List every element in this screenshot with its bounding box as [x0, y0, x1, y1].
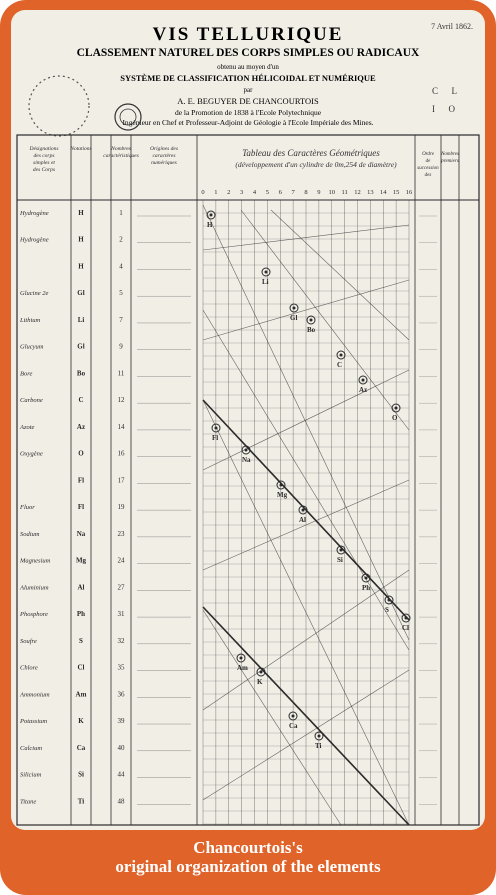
element-symbol: H — [78, 262, 84, 271]
element-label: Fl — [212, 434, 219, 442]
element-number: 48 — [117, 797, 125, 806]
element-number: 14 — [117, 422, 125, 431]
element-label: S — [385, 606, 389, 614]
element-name: Magnesium — [20, 557, 51, 565]
element-dot — [280, 484, 283, 487]
element-symbol: C — [78, 396, 84, 405]
element-label: H — [207, 221, 213, 229]
element-symbol: Ph — [76, 610, 86, 619]
element-symbol: Cl — [77, 663, 85, 672]
column-number: 0 — [201, 189, 205, 196]
column-number: 9 — [317, 189, 321, 196]
position-line: Ingénieur en Chef et Professeur-Adjoint de Géologie à l'Ecole Impériale des Mines. — [122, 118, 374, 127]
element-dot — [260, 671, 263, 674]
element-name: Potassium — [20, 718, 48, 726]
element-number: 9 — [119, 342, 123, 351]
promo-line: de la Promotion de 1838 à l'Ecole Polytechnique — [174, 108, 322, 117]
column-number: 14 — [380, 189, 387, 196]
column-number: 7 — [291, 189, 295, 196]
element-name: Glucyum — [20, 343, 44, 351]
right-header: Ordre de succession des — [417, 152, 439, 178]
column-number: 16 — [405, 189, 413, 196]
table-subtitle: (développement d'un cylindre de 0m,254 de diamètre) — [235, 160, 397, 169]
element-dot — [362, 379, 365, 382]
left-header: Origines des caractères numériques — [150, 146, 178, 166]
element-label: Na — [242, 456, 251, 464]
element-number: 40 — [117, 743, 125, 752]
element-number: 5 — [119, 289, 123, 298]
element-name: Phosphore — [20, 611, 48, 619]
element-symbol: Ti — [77, 797, 85, 806]
element-number: 23 — [117, 529, 125, 538]
par-line: par — [243, 86, 253, 94]
element-name: Glucine 2e — [20, 290, 49, 298]
obtenu-line: obtenu au moyen d'un — [217, 63, 279, 71]
element-label: Gl — [290, 314, 298, 322]
seal-icon — [115, 104, 141, 130]
side-letter: C — [431, 86, 438, 96]
element-dot — [302, 509, 305, 512]
element-number: 36 — [117, 690, 125, 699]
element-symbol: Li — [77, 315, 85, 324]
element-symbol: S — [79, 636, 83, 645]
element-number: 31 — [117, 610, 125, 619]
element-name: Azote — [20, 423, 35, 431]
element-symbol: Fl — [77, 503, 85, 512]
author-line: A. E. BEGUYER DE CHANCOURTOIS — [177, 96, 319, 106]
element-symbol: Si — [78, 770, 84, 779]
element-number: 16 — [117, 449, 125, 458]
table-grid — [17, 135, 479, 825]
helix-line — [241, 210, 409, 430]
element-dot — [395, 407, 398, 410]
table-border — [17, 135, 479, 825]
element-symbol: Ca — [76, 743, 86, 752]
element-name: Titane — [20, 798, 37, 806]
column-number: 8 — [304, 189, 308, 196]
element-number: 27 — [117, 583, 125, 592]
element-name: Sodium — [20, 530, 40, 538]
element-name: Silicium — [20, 771, 42, 779]
element-symbol: Fl — [77, 476, 85, 485]
element-symbol: Bo — [76, 369, 86, 378]
element-number: 2 — [119, 235, 123, 244]
element-name: Chlore — [20, 664, 38, 672]
element-dot — [265, 271, 268, 274]
document-subtitle: CLASSEMENT NATUREL DES CORPS SIMPLES OU RADICAUX — [76, 47, 420, 59]
element-label: Si — [337, 556, 343, 564]
caption — [0, 838, 496, 876]
column-number: 1 — [214, 189, 218, 196]
element-label: Ti — [315, 742, 322, 750]
element-dot — [215, 427, 218, 430]
element-label: Li — [262, 278, 269, 286]
element-dot — [245, 449, 248, 452]
element-label: Bo — [307, 326, 316, 334]
element-symbol: Al — [77, 583, 85, 592]
element-dot — [240, 657, 243, 660]
side-letter: O — [448, 104, 455, 114]
element-label: Al — [299, 516, 306, 524]
element-name: Hydrogène — [20, 210, 49, 217]
caption-line-1: Chancourtois's — [193, 838, 303, 857]
element-number: 44 — [117, 770, 125, 779]
left-header: Notations — [70, 146, 92, 152]
element-name: Aluminium — [20, 584, 49, 592]
right-header: Nombres premiers — [441, 152, 459, 164]
left-columns — [19, 135, 459, 825]
element-symbol: Am — [75, 690, 87, 699]
element-symbol: Mg — [75, 556, 87, 565]
element-name: Carbone — [20, 397, 43, 405]
left-header: Désignations des corps simples et des Corps — [29, 146, 59, 173]
element-number: 12 — [117, 396, 125, 405]
column-number: 15 — [392, 189, 400, 196]
element-label: O — [392, 414, 398, 422]
element-name: Ammonium — [20, 691, 50, 699]
element-number: 19 — [117, 503, 125, 512]
element-symbol: O — [78, 449, 84, 458]
document-title: VIS TELLURIQUE — [152, 24, 344, 45]
column-number: 12 — [354, 189, 361, 196]
element-symbol: Az — [76, 422, 86, 431]
element-dot — [340, 354, 343, 357]
element-dot — [310, 319, 313, 322]
element-number: 11 — [117, 369, 125, 378]
side-letter: I — [431, 104, 435, 114]
left-header: Nombres caractéristiques — [103, 146, 139, 159]
element-symbol: Gl — [77, 342, 85, 351]
element-symbol: H — [78, 209, 84, 217]
element-dot — [340, 549, 343, 552]
document-scan — [11, 10, 485, 830]
element-dot — [405, 617, 408, 620]
element-name: Calcium — [20, 744, 43, 752]
side-letter: L — [451, 86, 457, 96]
element-dot — [318, 735, 321, 738]
column-number: 10 — [328, 189, 335, 196]
element-name: Fluor — [20, 504, 35, 512]
element-symbol: K — [78, 717, 84, 726]
element-number: 32 — [117, 636, 125, 645]
column-number: 11 — [341, 189, 348, 196]
element-number: 24 — [117, 556, 125, 565]
element-label: Cl — [402, 624, 409, 632]
element-label: K — [257, 678, 263, 686]
column-number: 5 — [265, 189, 269, 196]
element-number: 7 — [119, 315, 123, 324]
element-dot — [388, 599, 391, 602]
element-number: 4 — [119, 262, 123, 271]
element-symbol: Gl — [77, 289, 85, 298]
element-symbol: H — [78, 235, 84, 244]
element-number: 35 — [117, 663, 125, 672]
element-label: C — [337, 361, 343, 369]
element-number: 1 — [119, 209, 123, 217]
element-dot — [210, 214, 213, 217]
element-number: 17 — [117, 476, 125, 485]
element-marks — [207, 211, 410, 750]
element-dot — [293, 307, 296, 310]
document-date: 7 Avril 1862. — [431, 22, 473, 31]
element-dot — [365, 577, 368, 580]
element-label: Az — [359, 386, 368, 394]
table-title: Tableau des Caractères Géométriques — [242, 148, 380, 158]
element-symbol: Na — [76, 529, 86, 538]
element-name: Lithium — [20, 316, 41, 324]
element-label: Ph — [362, 584, 371, 592]
element-label: Am — [237, 664, 248, 672]
dotted-circle — [29, 76, 89, 136]
column-number: 6 — [278, 189, 282, 196]
column-number: 4 — [252, 189, 257, 196]
element-name: Bore — [20, 370, 33, 378]
element-number: 39 — [117, 717, 125, 726]
element-label: Mg — [277, 491, 288, 499]
element-name: Soufre — [20, 637, 37, 645]
element-name: Hydrogène — [20, 236, 49, 244]
caption-line-2: original organization of the elements — [115, 857, 381, 876]
column-number: 13 — [367, 189, 374, 196]
element-label: Ca — [289, 722, 298, 730]
column-number: 2 — [227, 189, 231, 196]
element-name: Oxygène — [20, 450, 43, 458]
element-dot — [292, 715, 295, 718]
column-number: 3 — [240, 189, 244, 196]
system-line: SYSTÈME DE CLASSIFICATION HÉLICOIDAL ET NUMÉRIQUE — [120, 73, 376, 83]
helix-table-drawing — [11, 10, 485, 830]
